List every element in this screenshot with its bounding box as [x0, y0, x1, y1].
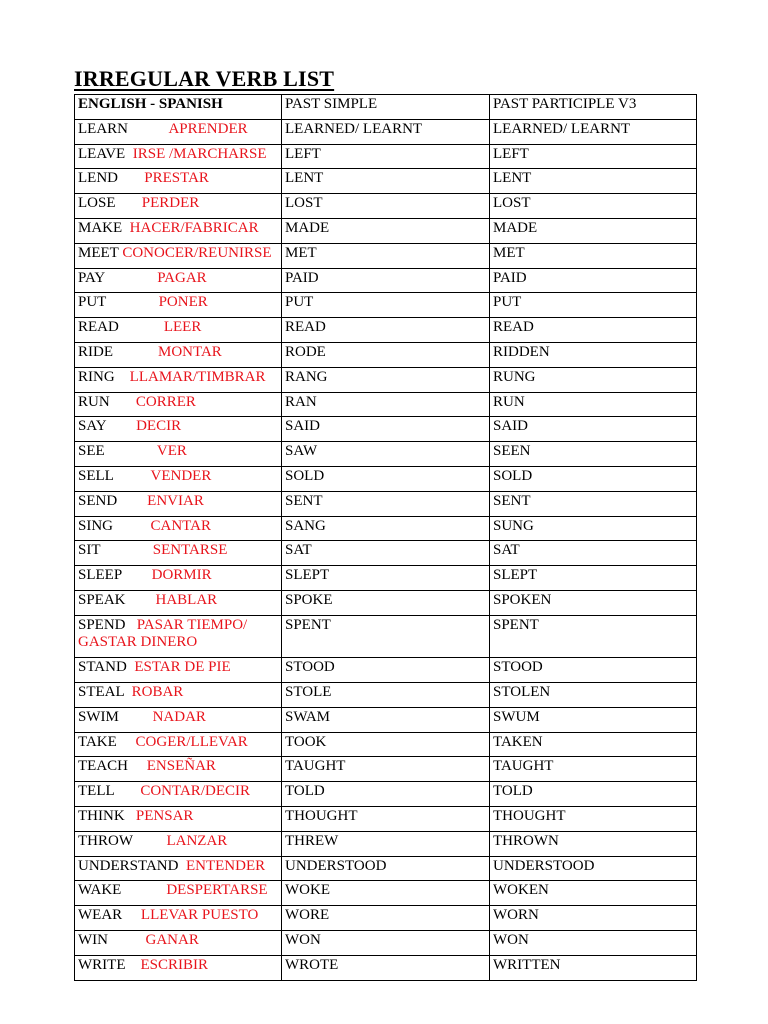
past-simple-cell: RANG [282, 367, 490, 392]
english-spanish-cell [75, 392, 282, 417]
spanish-translation: ENSEÑAR [146, 758, 216, 775]
spanish-translation: ENTENDER [185, 857, 266, 874]
past-participle-cell: SENT [490, 491, 697, 516]
past-participle-cell: SPENT [490, 615, 697, 658]
spacer [105, 270, 158, 286]
table-row [75, 218, 697, 243]
english-spanish-cell [75, 119, 282, 144]
spacer [106, 418, 136, 434]
verb-table-body [75, 95, 697, 981]
past-participle-cell: WON [490, 931, 697, 956]
past-simple-cell: WOKE [282, 881, 490, 906]
table-row [75, 516, 697, 541]
table-row [75, 367, 697, 392]
past-simple-cell: RODE [282, 342, 490, 367]
spacer [105, 443, 157, 459]
english-verb: UNDERSTAND [78, 857, 179, 874]
spanish-translation: VENDER [150, 467, 212, 484]
spacer [119, 709, 153, 725]
table-row [75, 491, 697, 516]
spanish-translation: SENTARSE [152, 542, 228, 559]
spacer [100, 542, 153, 558]
english-verb: SIT [78, 542, 101, 559]
spanish-translation: ESTAR DE PIE [134, 659, 231, 676]
spacer [118, 170, 144, 186]
past-simple-cell: SPENT [282, 615, 490, 658]
past-participle-cell: THOUGHT [490, 807, 697, 832]
spacer [117, 734, 136, 750]
english-spanish-cell [75, 590, 282, 615]
spanish-translation: LLEVAR PUESTO [140, 907, 259, 924]
spacer [125, 957, 140, 973]
table-row [75, 831, 697, 856]
english-verb: LEARN [78, 120, 128, 137]
english-verb: LEND [78, 170, 118, 187]
past-participle-cell: SUNG [490, 516, 697, 541]
past-simple-cell: SANG [282, 516, 490, 541]
table-row [75, 590, 697, 615]
english-verb: WRITE [78, 956, 126, 973]
past-participle-cell: SPOKEN [490, 590, 697, 615]
past-simple-cell: SAT [282, 541, 490, 566]
past-simple-cell: LENT [282, 169, 490, 194]
spanish-translation: PONER [158, 294, 208, 311]
table-row [75, 268, 697, 293]
past-simple-cell: READ [282, 318, 490, 343]
past-participle-cell: PAID [490, 268, 697, 293]
header-english-spanish: ENGLISH - SPANISH [75, 95, 282, 120]
past-simple-cell: TOOK [282, 732, 490, 757]
english-verb: SLEEP [78, 567, 122, 584]
past-participle-cell: WORN [490, 906, 697, 931]
english-spanish-cell [75, 955, 282, 980]
past-participle-cell: TOLD [490, 782, 697, 807]
spanish-translation: CANTAR [150, 517, 211, 534]
spacer [122, 907, 141, 923]
table-row [75, 442, 697, 467]
spanish-translation: PRESTAR [144, 170, 209, 187]
spanish-translation: ENVIAR [147, 492, 204, 509]
english-verb: WAKE [78, 882, 122, 899]
english-spanish-cell [75, 466, 282, 491]
past-simple-cell: MADE [282, 218, 490, 243]
spacer [116, 195, 142, 211]
spacer [125, 146, 133, 162]
english-spanish-cell [75, 417, 282, 442]
spacer [117, 493, 147, 509]
spanish-translation: HACER/FABRICAR [129, 219, 259, 236]
table-row [75, 318, 697, 343]
spacer [119, 319, 164, 335]
spacer [121, 882, 166, 898]
english-verb: READ [78, 319, 119, 336]
spacer [126, 592, 156, 608]
table-row [75, 566, 697, 591]
spanish-translation: LEER [163, 319, 202, 336]
table-row [75, 119, 697, 144]
past-simple-cell: MET [282, 243, 490, 268]
spacer [110, 394, 136, 410]
table-row [75, 807, 697, 832]
english-verb: SAY [78, 418, 107, 435]
english-verb: SPEAK [78, 591, 126, 608]
table-row [75, 392, 697, 417]
past-simple-cell: SAW [282, 442, 490, 467]
table-row [75, 417, 697, 442]
past-simple-cell: WON [282, 931, 490, 956]
english-verb: TAKE [78, 733, 117, 750]
table-row [75, 757, 697, 782]
english-spanish-cell [75, 218, 282, 243]
english-verb: PAY [78, 269, 105, 286]
spanish-translation: CORRER [135, 393, 196, 410]
english-spanish-cell [75, 268, 282, 293]
english-spanish-cell [75, 831, 282, 856]
english-verb: LOSE [78, 195, 116, 212]
past-participle-cell: STOLEN [490, 683, 697, 708]
past-simple-cell: SLEPT [282, 566, 490, 591]
past-participle-cell: THROWN [490, 831, 697, 856]
table-row [75, 243, 697, 268]
past-participle-cell: UNDERSTOOD [490, 856, 697, 881]
past-participle-cell: SAID [490, 417, 697, 442]
past-simple-cell: UNDERSTOOD [282, 856, 490, 881]
past-participle-cell: SAT [490, 541, 697, 566]
past-simple-cell: TAUGHT [282, 757, 490, 782]
english-verb: MEET [78, 244, 119, 261]
spacer [113, 468, 150, 484]
english-verb: MAKE [78, 219, 123, 236]
table-row [75, 194, 697, 219]
past-participle-cell: RIDDEN [490, 342, 697, 367]
past-participle-cell: LENT [490, 169, 697, 194]
spanish-translation: DESPERTARSE [166, 882, 268, 899]
past-simple-cell: PUT [282, 293, 490, 318]
table-row [75, 856, 697, 881]
spanish-translation: VER [156, 443, 187, 460]
past-simple-cell: WORE [282, 906, 490, 931]
spacer [128, 121, 168, 137]
english-verb: SPEND [78, 616, 126, 633]
english-verb: RING [78, 368, 115, 385]
header-past-simple: PAST SIMPLE [282, 95, 490, 120]
past-simple-cell: SPOKE [282, 590, 490, 615]
past-simple-cell: LEFT [282, 144, 490, 169]
english-verb: LEAVE [78, 145, 126, 162]
table-row [75, 906, 697, 931]
spacer [106, 294, 159, 310]
english-spanish-cell [75, 881, 282, 906]
past-simple-cell: SAID [282, 417, 490, 442]
spanish-translation: LLAMAR/TIMBRAR [129, 368, 266, 385]
english-spanish-cell [75, 658, 282, 683]
past-simple-cell: SWAM [282, 707, 490, 732]
table-row [75, 931, 697, 956]
spanish-translation: MONTAR [158, 343, 222, 360]
past-participle-cell: SOLD [490, 466, 697, 491]
table-row [75, 342, 697, 367]
table-row [75, 169, 697, 194]
spacer [114, 783, 140, 799]
past-participle-cell: LEARNED/ LEARNT [490, 119, 697, 144]
past-participle-cell: SWUM [490, 707, 697, 732]
past-participle-cell: LEFT [490, 144, 697, 169]
english-verb: WEAR [78, 907, 123, 924]
spacer [115, 369, 130, 385]
table-row [75, 881, 697, 906]
verb-table [74, 94, 697, 981]
past-participle-cell: STOOD [490, 658, 697, 683]
table-row [75, 707, 697, 732]
spanish-translation: DORMIR [151, 567, 212, 584]
spanish-translation: IRSE /MARCHARSE [132, 145, 267, 162]
past-participle-cell: WOKEN [490, 881, 697, 906]
english-spanish-cell [75, 931, 282, 956]
english-spanish-cell [75, 807, 282, 832]
past-participle-cell: TAUGHT [490, 757, 697, 782]
spacer [108, 932, 146, 948]
past-participle-cell: PUT [490, 293, 697, 318]
spacer [122, 567, 152, 583]
spacer [124, 684, 132, 700]
english-verb: PUT [78, 294, 107, 311]
spacer [128, 758, 147, 774]
past-participle-cell: WRITTEN [490, 955, 697, 980]
table-row [75, 541, 697, 566]
spanish-translation: COGER/LLEVAR [135, 733, 248, 750]
english-spanish-cell [75, 293, 282, 318]
table-row [75, 732, 697, 757]
past-simple-cell: WROTE [282, 955, 490, 980]
table-row [75, 955, 697, 980]
spacer [178, 858, 186, 874]
english-verb: STEAL [78, 684, 125, 701]
page-title: IRREGULAR VERB LIST [74, 66, 335, 91]
english-spanish-cell [75, 566, 282, 591]
spanish-translation: HABLAR [155, 591, 218, 608]
english-verb: WIN [78, 932, 108, 948]
past-participle-cell: RUNG [490, 367, 697, 392]
english-spanish-cell [75, 683, 282, 708]
spacer [122, 220, 130, 236]
english-spanish-cell [75, 516, 282, 541]
past-simple-cell: PAID [282, 268, 490, 293]
english-spanish-cell [75, 615, 282, 658]
past-simple-cell: RAN [282, 392, 490, 417]
past-simple-cell: STOOD [282, 658, 490, 683]
english-verb: RIDE [78, 343, 113, 360]
english-spanish-cell [75, 144, 282, 169]
english-verb: SWIM [78, 708, 119, 725]
spanish-translation: ROBAR [131, 684, 184, 701]
header-past-participle: PAST PARTICIPLE V3 [490, 95, 697, 120]
spanish-translation: LANZAR [166, 832, 228, 849]
past-simple-cell: SENT [282, 491, 490, 516]
past-participle-cell: TAKEN [490, 732, 697, 757]
spacer [133, 833, 167, 849]
spanish-translation: APRENDER [168, 120, 248, 137]
table-row [75, 293, 697, 318]
past-simple-cell: THREW [282, 831, 490, 856]
english-verb: SELL [78, 467, 114, 484]
english-verb: SEND [78, 492, 118, 509]
english-verb: THINK [78, 808, 125, 825]
english-spanish-cell [75, 707, 282, 732]
english-spanish-cell [75, 757, 282, 782]
past-simple-cell: STOLE [282, 683, 490, 708]
spacer [113, 518, 151, 534]
spanish-translation: GANAR [145, 932, 199, 948]
english-verb: SING [78, 517, 114, 534]
english-verb: TELL [78, 783, 115, 800]
spanish-translation: PENSAR [135, 808, 194, 825]
english-spanish-cell [75, 194, 282, 219]
spanish-translation: DECIR [136, 418, 182, 435]
english-verb: THROW [78, 832, 133, 849]
english-spanish-cell [75, 243, 282, 268]
english-spanish-cell [75, 169, 282, 194]
english-spanish-cell [75, 342, 282, 367]
past-simple-cell: LEARNED/ LEARNT [282, 119, 490, 144]
english-spanish-cell [75, 782, 282, 807]
english-verb: RUN [78, 393, 110, 410]
past-simple-cell: THOUGHT [282, 807, 490, 832]
english-spanish-cell [75, 442, 282, 467]
english-spanish-cell [75, 491, 282, 516]
table-row [75, 466, 697, 491]
past-participle-cell: MADE [490, 218, 697, 243]
past-simple-cell: LOST [282, 194, 490, 219]
past-simple-cell: SOLD [282, 466, 490, 491]
past-participle-cell: MET [490, 243, 697, 268]
english-verb: STAND [78, 659, 127, 676]
english-verb: SEE [78, 443, 105, 460]
english-spanish-cell [75, 367, 282, 392]
past-participle-cell: READ [490, 318, 697, 343]
spanish-translation: NADAR [152, 708, 206, 725]
spanish-translation: PASAR TIEMPO/ GASTAR DINERO [78, 616, 248, 650]
past-participle-cell: RUN [490, 392, 697, 417]
table-row [75, 683, 697, 708]
english-spanish-cell [75, 732, 282, 757]
past-participle-cell: SLEPT [490, 566, 697, 591]
spanish-translation: PERDER [141, 195, 200, 212]
table-row [75, 144, 697, 169]
spacer [113, 344, 158, 360]
table-row [75, 782, 697, 807]
spanish-translation: PAGAR [157, 269, 207, 286]
past-participle-cell: SEEN [490, 442, 697, 467]
english-spanish-cell [75, 856, 282, 881]
spanish-translation: ESCRIBIR [140, 956, 208, 973]
spanish-translation: CONTAR/DECIR [140, 783, 250, 800]
english-spanish-cell [75, 318, 282, 343]
table-row [75, 615, 697, 658]
spanish-translation: CONOCER/REUNIRSE [122, 244, 272, 261]
past-simple-cell: TOLD [282, 782, 490, 807]
english-spanish-cell [75, 906, 282, 931]
spacer [126, 617, 137, 633]
table-row [75, 658, 697, 683]
english-verb: TEACH [78, 758, 128, 775]
header-row [75, 95, 697, 120]
spacer [125, 808, 136, 824]
english-spanish-cell [75, 541, 282, 566]
past-participle-cell: LOST [490, 194, 697, 219]
